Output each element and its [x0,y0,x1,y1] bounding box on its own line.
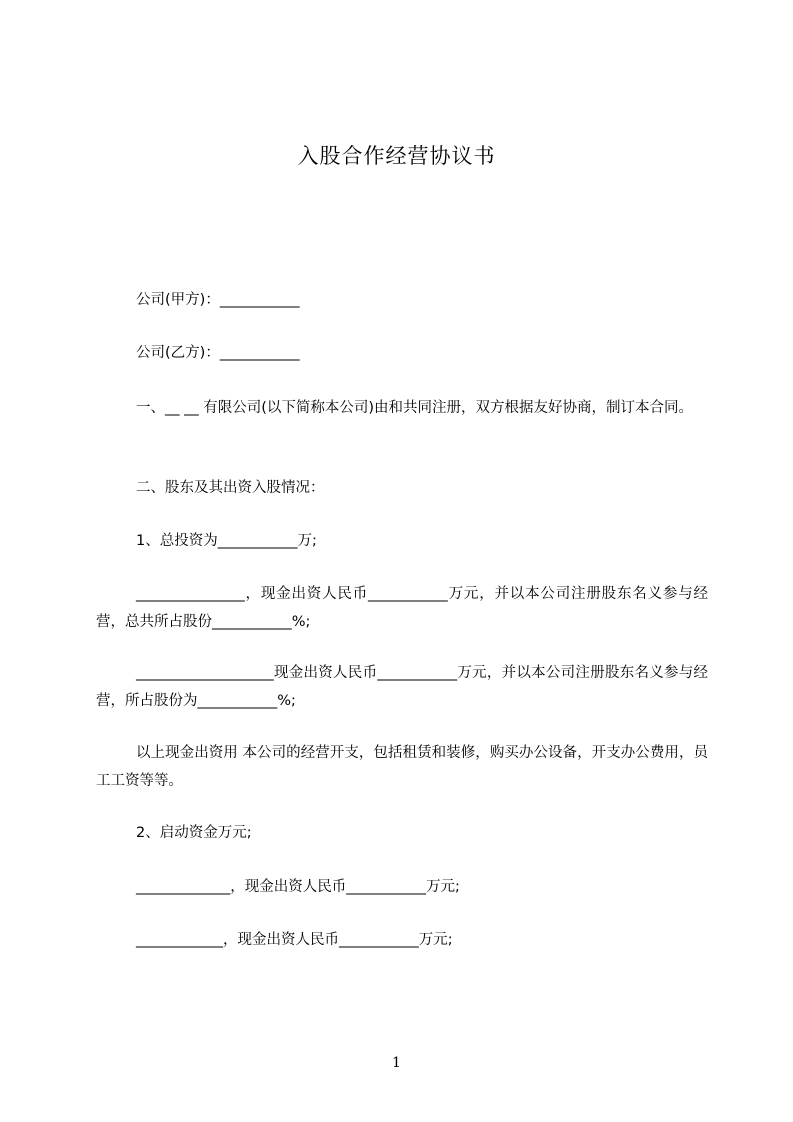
item-1-total-investment: 1、总投资为___________万; [136,533,317,549]
document-title: 入股合作经营协议书 [297,144,496,168]
shareholder-2-paragraph: ___________________现金出资人民币___________万元，并以本公司注册股东名义参与经营，所占股份为___________%; [96,665,708,709]
shareholder-1-paragraph: _______________，现金出资人民币___________万元，并以本公司注册股东名义参与经营，总共所占股份___________%; [96,586,708,630]
clause-1-paragraph: 一、__ __ 有限公司(以下简称本公司)由和共同注册，双方根据友好协商，制订本合同。 [136,400,694,416]
clause-2-heading: 二、股东及其出资入股情况： [136,480,325,496]
startup-contributor-1: _____________，现金出资人民币___________万元; [136,879,460,895]
page-number: 1 [392,1055,401,1071]
item-2-startup-capital: 2、启动资金万元; [136,825,252,841]
startup-contributor-2: ____________，现金出资人民币___________万元; [136,932,453,948]
capital-usage-paragraph: 以上现金出资用 本公司的经营开支，包括租赁和装修，购买办公设备，开支办公费用，员工工资等等。 [96,745,708,789]
party-a-line: 公司(甲方)：___________ [136,292,300,308]
party-b-line: 公司(乙方)：___________ [136,345,300,361]
